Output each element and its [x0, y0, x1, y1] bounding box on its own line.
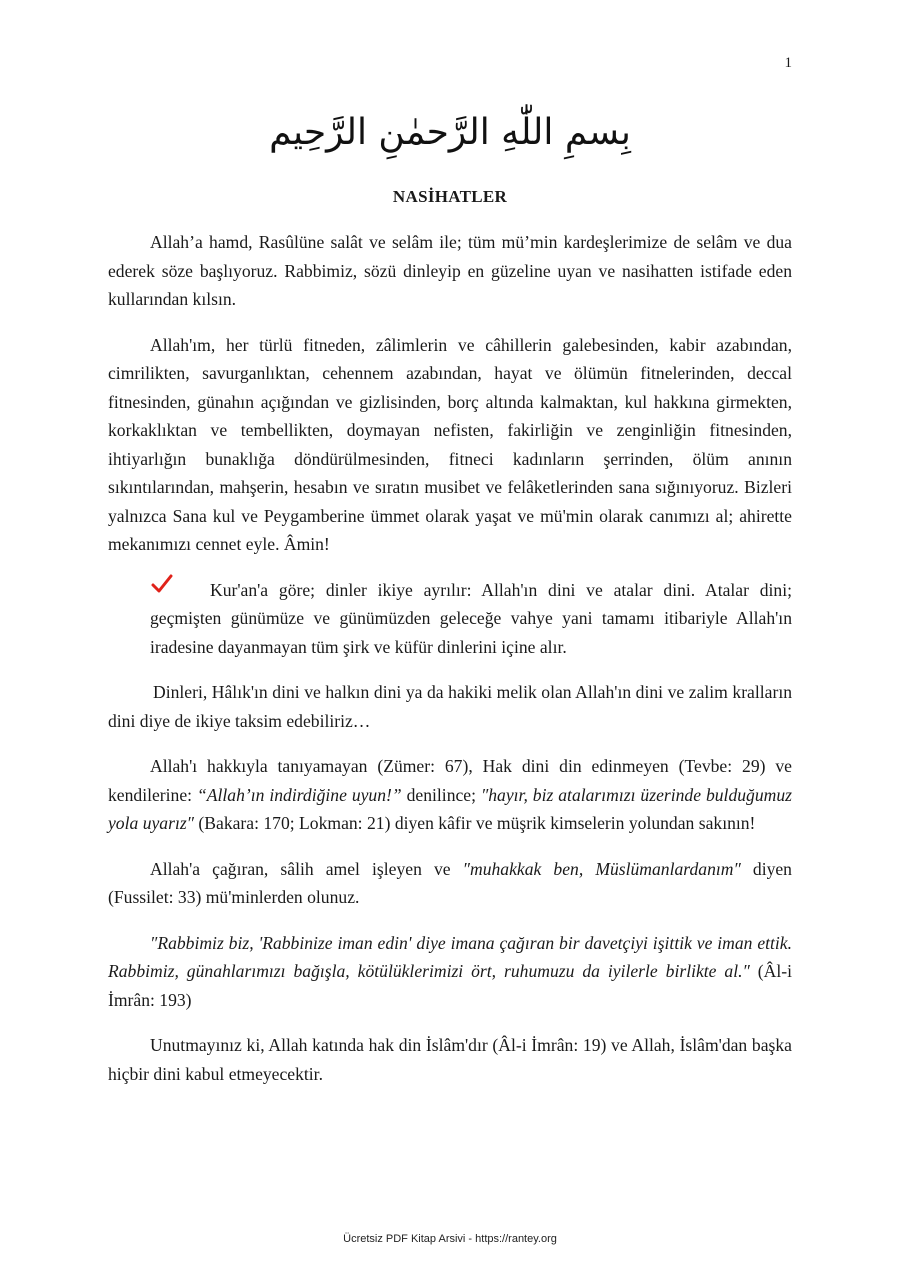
text-segment: diyen (Fussilet: 33) mü'minlerden olunuz.	[108, 858, 792, 907]
italic-verse: ″Rabbimiz biz, 'Rabbinize iman edin' diye imana çağıran bir davetçiyi işittik ve iman ettik. Rabbimiz, günahlarımızı bağışla, kötülüklerimizi ört, ruhumuzu da iyilerle birlikte al.″	[108, 932, 792, 981]
text-segment: (Bakara: 170; Lokman: 21) diyen kâfir ve müşrik kimselerin yolundan sakının!	[194, 813, 756, 833]
paragraph-religions: Dinleri, Hâlık'ın dini ve halkın dini ya da hakiki melik olan Allah'ın dini ve zalim kralların dini diye de ikiye taksim edebiliriz…	[108, 682, 792, 731]
text-segment: denilince;	[401, 784, 481, 805]
italic-quote: ″hayır, biz atalarımızı üzerinde bulduğumuz yola uyarız″	[108, 784, 792, 833]
page-title: NASİHATLER	[392, 187, 508, 206]
checked-paragraph-text: Kur'an'a göre; dinler ikiye ayrılır: Allah'ın dini ve atalar dini. Atalar dini; geçmişten günümüze ve günümüzden geleceğe vahye yani tamamı itibariyle Allah'ın iradesine dayanmayan tüm şirk ve küfür dinlerini içine alır.	[150, 579, 792, 657]
basmala-heading: بِسمِ اللّٰهِ الرَّحمٰنِ الرَّحِيم	[269, 112, 631, 153]
paragraph-verse	[108, 929, 792, 1015]
page-number: 1	[784, 55, 792, 71]
paragraph-prayer: Allah'ım, her türlü fitneden, zâlimlerin ve câhillerin galebesinden, kabir azabından, cimrilikten, savurganlıktan, cehennem azabından, hayat ve ölümün fitnelerinden, deccal fitnesinden, günahın açığından ve gizlisinden, borç altında kalmaktan, kul hakkına girmekten, korkaklıktan ve tembellikten, doymayan nefisten, fakirliğin ve zenginliğin fitnesinden, ihtiyarlığın bunaklığa döndürülmesinden, fitneci kadınların şerrinden, ölüm anının sıkıntılarından, mahşerin, hesabın ve sıratın musibet ve felâketlerinden sana sığınıyoruz. Bizleri yalnızca Sana kul ve Peygamberine ümmet olarak yaşat ve mü'min olarak canımızı al; ahirette mekanımızı cennet eyle. Âmin!	[108, 334, 792, 554]
document-body	[108, 228, 792, 1105]
check-mark-icon	[150, 572, 174, 596]
checked-paragraph	[150, 576, 792, 662]
italic-quote: “Allah’ın indirdiğine uyun!”	[196, 784, 402, 805]
text-segment: Allah'a çağıran, sâlih amel işleyen ve	[150, 858, 463, 879]
italic-quote: ″muhakkak ben, Müslümanlardanım″	[462, 858, 741, 879]
paragraph-call	[108, 855, 792, 912]
paragraph-intro: Allah’a hamd, Rasûlüne salât ve selâm ile; tüm mü’min kardeşlerimize de selâm ve dua ederek söze başlıyoruz. Rabbimiz, sözü dinleyip en güzeline uyan ve nasihatten istifade eden kullarından kılsın.	[108, 232, 792, 309]
verse-reference: (Âl-i İmrân: 193)	[108, 961, 792, 1010]
footer-text: Ücretsiz PDF Kitap Arsivi - https://rantey.org	[343, 1233, 557, 1245]
paragraph-conclusion: Unutmayınız ki, Allah katında hak din İslâm'dır (Âl-i İmrân: 19) ve Allah, İslâm'dan başka hiçbir dini kabul etmeyecektir.	[108, 1035, 792, 1084]
paragraph-warning	[108, 752, 792, 838]
text-segment: Allah'ı hakkıyla tanıyamayan (Zümer: 67), Hak dini din edinmeyen (Tevbe: 29) ve kendilerine:	[108, 756, 792, 805]
